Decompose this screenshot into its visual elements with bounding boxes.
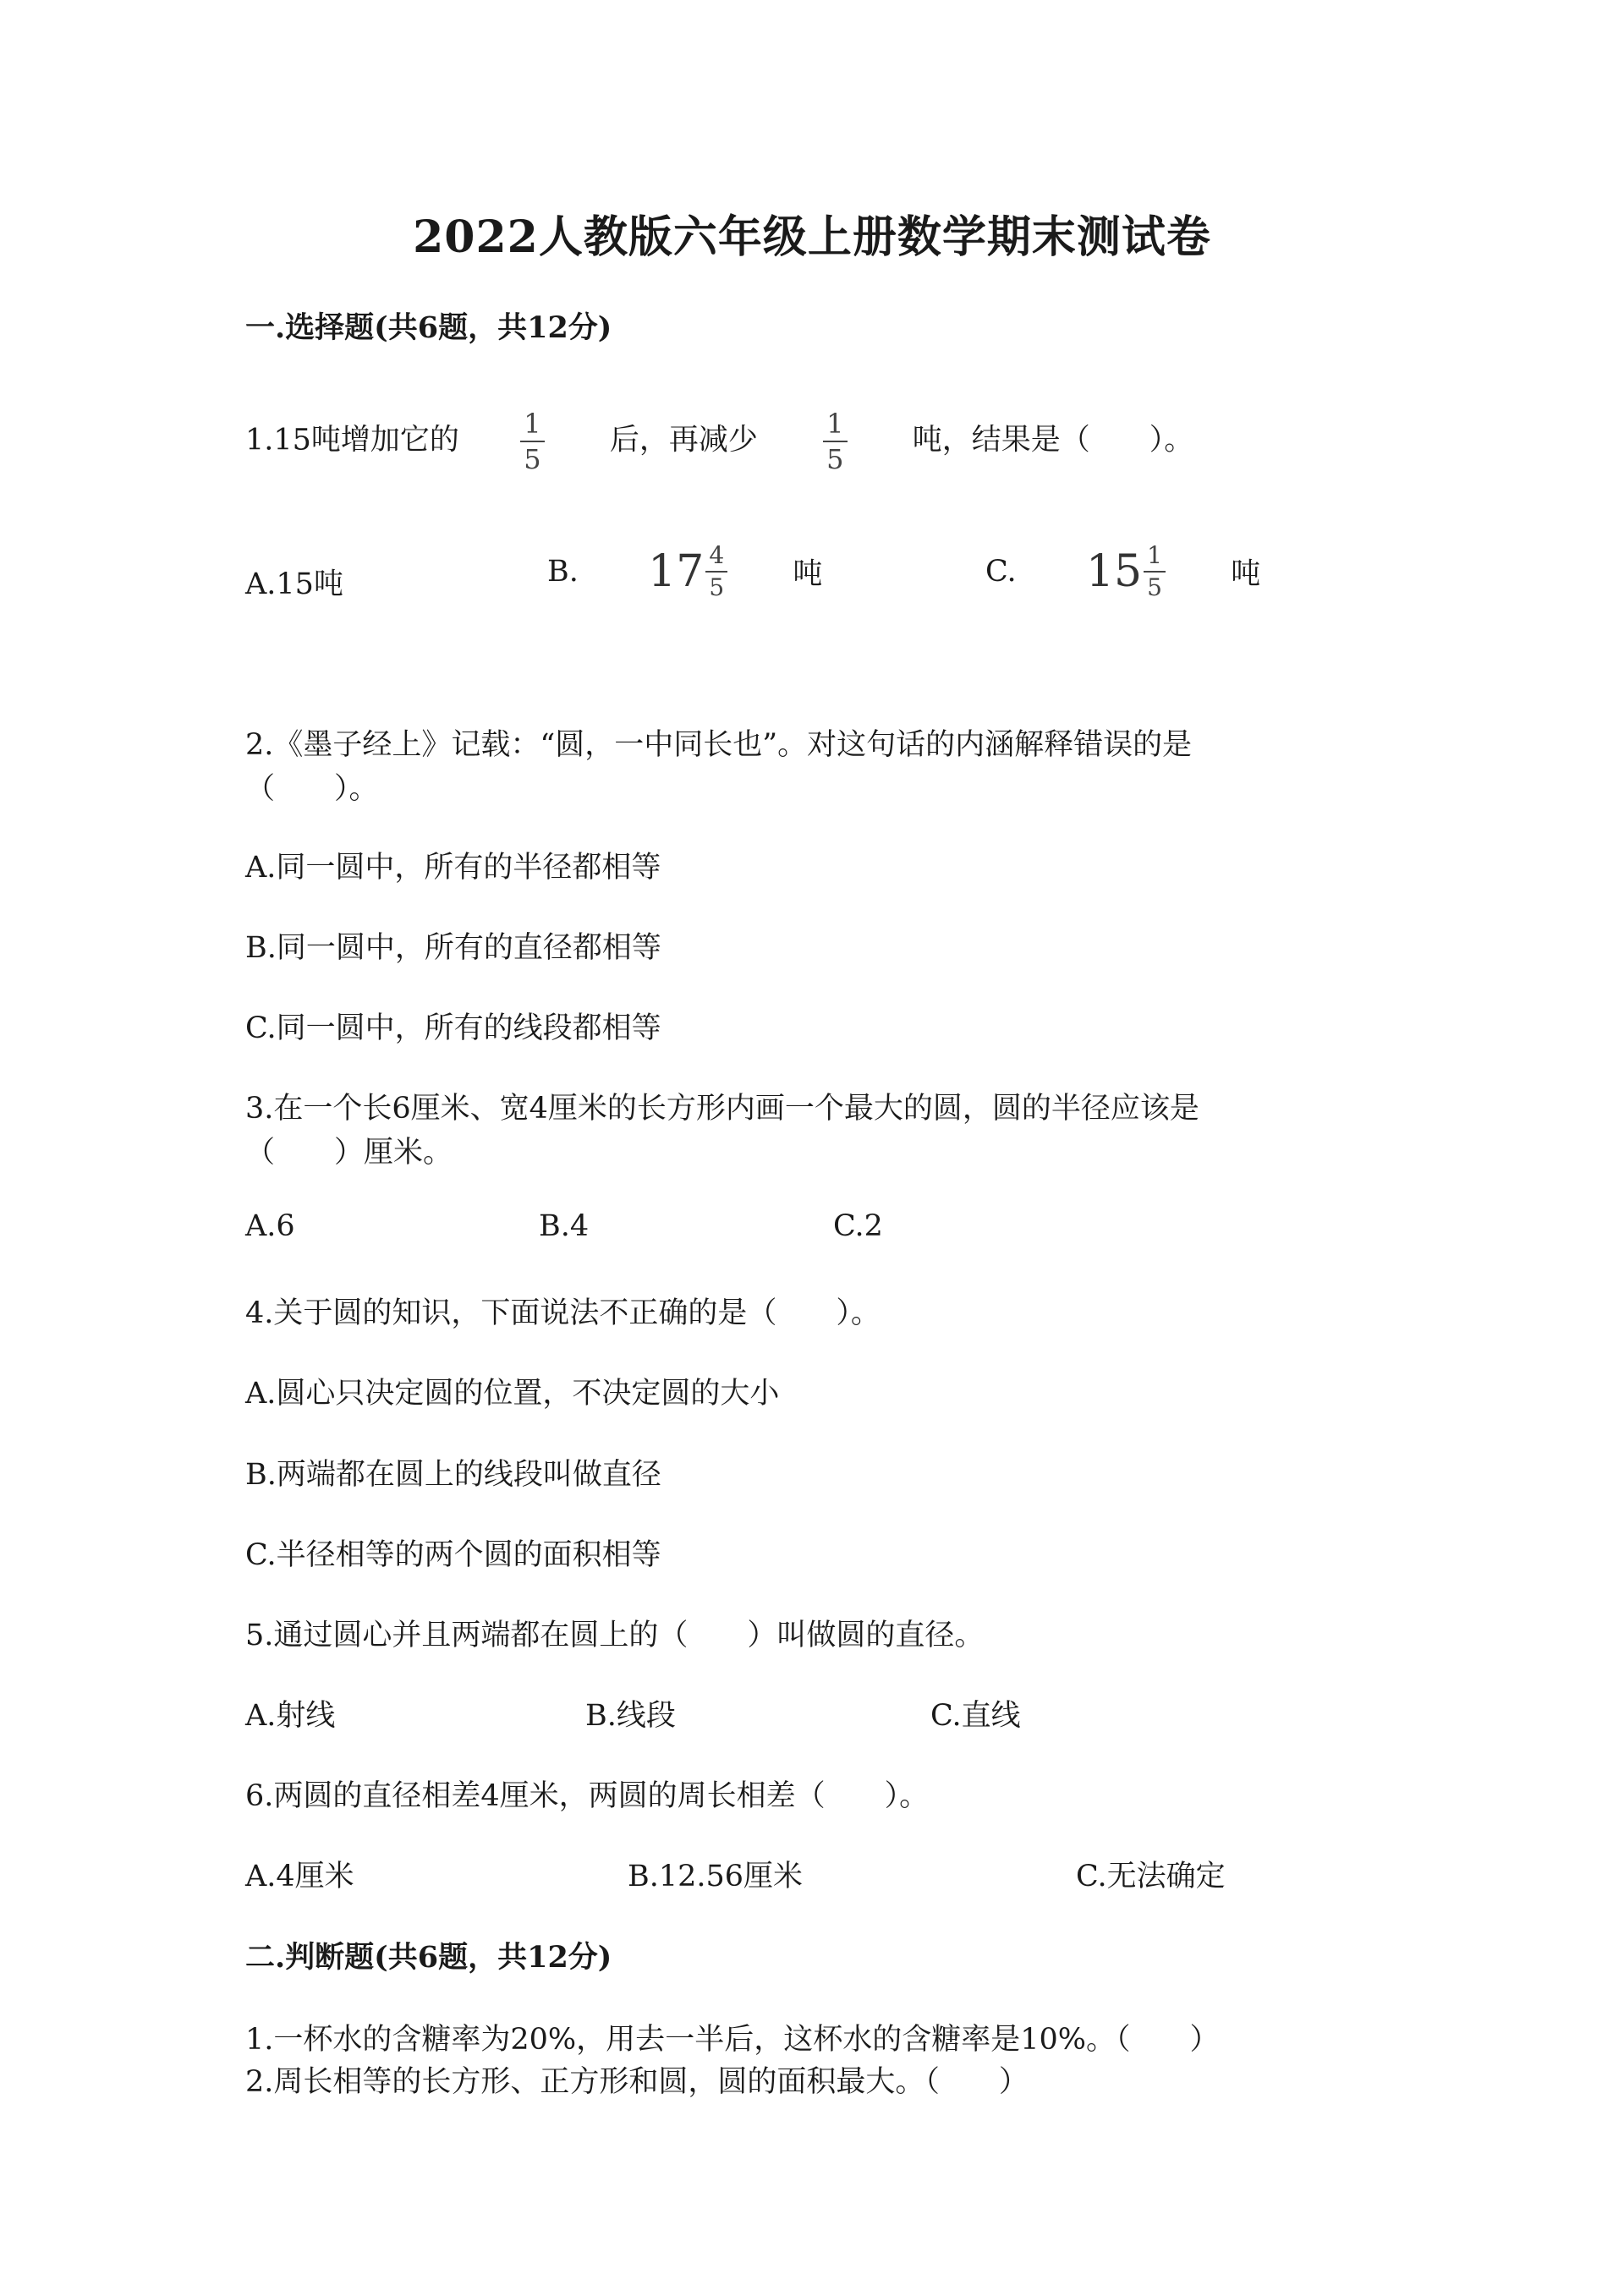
question-3-line2: （ ）厘米。 xyxy=(245,1136,453,1170)
judgment-question-2: 2.周长相等的长方形、正方形和圆，圆的面积最大。（ ） xyxy=(245,2065,1029,2099)
question-text: 吨，结果是（ ）。 xyxy=(912,423,1194,458)
question-3-line1: 3.在一个长6厘米、宽4厘米的长方形内画一个最大的圆，圆的半径应该是 xyxy=(245,1092,1199,1126)
option-a: A.6 xyxy=(245,1209,295,1243)
option-b: B.同一圆中，所有的直径都相等 xyxy=(245,931,661,965)
question-2-line2: （ ）。 xyxy=(245,772,379,806)
page-title: 2022人教版六年级上册数学期末测试卷 xyxy=(413,211,1211,263)
question-4: 4.关于圆的知识，下面说法不正确的是（ ）。 xyxy=(245,1296,881,1330)
section-heading-choice: 一.选择题(共6题，共12分) xyxy=(245,310,612,345)
question-5: 5.通过圆心并且两端都在圆上的（ ）叫做圆的直径。 xyxy=(245,1619,985,1652)
fraction: $\frac{1}{5}$ xyxy=(520,410,544,473)
option-c: C.同一圆中，所有的线段都相等 xyxy=(245,1011,661,1045)
option-b: B.两端都在圆上的线段叫做直径 xyxy=(245,1458,661,1492)
question-text: 后，再减少 xyxy=(609,423,758,458)
option-a: A.15吨 xyxy=(245,567,343,601)
question-1 xyxy=(245,410,1193,473)
option-a: A.同一圆中，所有的半径都相等 xyxy=(245,851,661,885)
judgment-question-1: 1.一杯水的含糖率为20%，用去一半后，这杯水的含糖率是10%。（ ） xyxy=(245,2023,1220,2057)
option-c: C. 15 $\frac{1}{5}$ 吨 xyxy=(985,541,1261,601)
option-c: C.半径相等的两个圆的面积相等 xyxy=(245,1538,661,1572)
mixed-number: 17 $\frac{4}{5}$ xyxy=(648,544,727,600)
option-b: B.线段 xyxy=(585,1699,676,1733)
option-a: A.射线 xyxy=(245,1699,336,1733)
option-b: B. 17 $\frac{4}{5}$ 吨 xyxy=(547,541,823,601)
question-2-line1: 2.《墨子经上》记载：“圆，一中同长也”。对这句话的内涵解释错误的是 xyxy=(245,728,1193,762)
question-text: 1.15吨增加它的 xyxy=(245,423,459,458)
question-6: 6.两圆的直径相差4厘米，两圆的周长相差（ ）。 xyxy=(245,1779,930,1813)
option-c: C.2 xyxy=(833,1209,883,1243)
option-c: C.无法确定 xyxy=(1076,1860,1226,1893)
option-b: B.4 xyxy=(539,1209,590,1243)
option-b: B.12.56厘米 xyxy=(628,1860,804,1893)
option-c: C.直线 xyxy=(930,1699,1021,1733)
option-a: A.圆心只决定圆的位置，不决定圆的大小 xyxy=(245,1377,780,1411)
mixed-number: 15 $\frac{1}{5}$ xyxy=(1086,544,1166,600)
fraction: $\frac{1}{5}$ xyxy=(823,410,847,473)
option-a: A.4厘米 xyxy=(245,1860,354,1893)
section-heading-judgment: 二.判断题(共6题，共12分) xyxy=(245,1940,612,1975)
